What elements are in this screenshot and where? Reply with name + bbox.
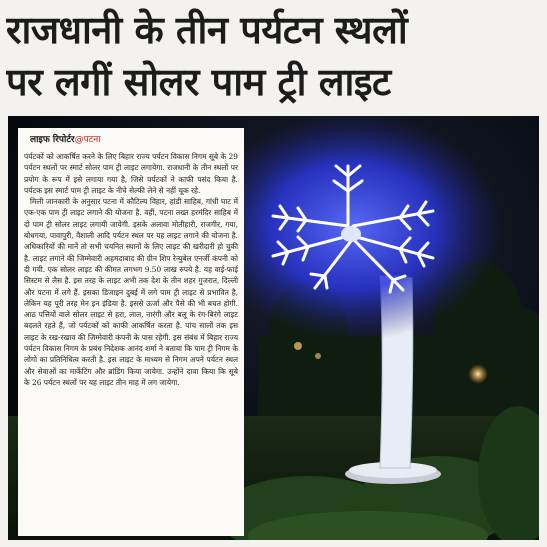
article-paragraph-1: पर्यटकों को आकर्षित करने के लिए बिहार राज्य पर्यटन विकास निगम सूबे के 29 पर्यटन स्थलों पर स्मार्ट सोलर पाम ट्री लाइट लगायेगा. राजधानी के तीन स्थलों पर प्रयोग के रूप में इसे लगाया गया है, जिसे पर्यटकों ने काफी पसंद किया है. पर्यटक इस स्मार्ट पाम ट्री लाइट के नीचे सेल्फी लेने से नहीं चूक रहे.: [24, 152, 238, 195]
byline-reporter: लाइफ रिपोर्टर: [30, 135, 75, 145]
palm-crown: [341, 226, 361, 242]
headline-line-1: राजधानी के तीन पर्यटन स्थलों: [6, 8, 408, 52]
byline-location: @पटना: [74, 135, 101, 145]
byline: [30, 132, 238, 145]
article-paragraph-2: मिली जानकारी के अनुसार पटना में कौटिल्य विहार, हांडी साहिब, गांधी घाट में एक-एक पाम ट्री लाइट लगाने की योजना है. वहीं, पटना तख्त हरमंदिर साहिब में दो पाम ट्री सोलर लाइट लगायी जायेगी. इसके अलावा मोतीहारी, राजगीर, गया, बोधगया, पावापुरी, वैशाली आदि पर्यटन स्थल पर यह लाइट लगाने की योजना है. अधिकारियों की मानें तो सभी चयनित स्थानों के लिए लाइट की खरीदारी हो चुकी है. लाइट लगाने की जिम्मेवारी अहमदाबाद की ग्रीन शिप रेन्युबेल एनर्जी कंपनी को दी गयी. एक सोलर लाइट की कीमत लगभग 9.50 लाख रुपये है. यह वाई-फाई सिस्टम से लैस है. इस तरह के लाइट अभी तक देश के तीन शहर गुजरात, दिल्ली और पटना में लगे हैं. इसका डिजाइन दुबई में लगे पाम ट्री लाइट से प्रभावित है, लेकिन यह पूरी तरह मेन इन इंडिया है. इससे ऊर्जा और पैसे की भी बचत होगी. आठ पत्तियों वाले सोलर लाइट से हरा, लाल, नारंगी और बलू के रंग-बिरंगे लाइट बदलते रहते हैं, जो पर्यटकों को काफी आकर्षित करता है. पांच सालों तक इस लाइट के रख-रखाव की जिम्मेवारी कंपनी के पास रहेगी. इस संबंध में बिहार राज्य पर्यटन विकास निगम के प्रबंध निदेशक आनंद शर्मा ने बताया कि पाम ट्री निगम के लोगो का प्रतिनिधित्व करती है. इस लाइट के माध्यम से निगम अपने पर्यटन स्थल और सेवाओं का मार्केटिंग और ब्रांडिंग किया जायेगा. उन्होंने दावा किया कि सूबे के 26 पर्यटन स्थलों पर यह लाइट तीन माह में लग जायेगा.: [24, 197, 238, 387]
headline: [6, 4, 541, 108]
street-lamp-glow: [468, 364, 488, 384]
article-box: [18, 128, 244, 536]
headline-line-2: पर लगीं सोलर पाम ट्री लाइट: [6, 60, 391, 104]
article-body: [24, 151, 238, 388]
